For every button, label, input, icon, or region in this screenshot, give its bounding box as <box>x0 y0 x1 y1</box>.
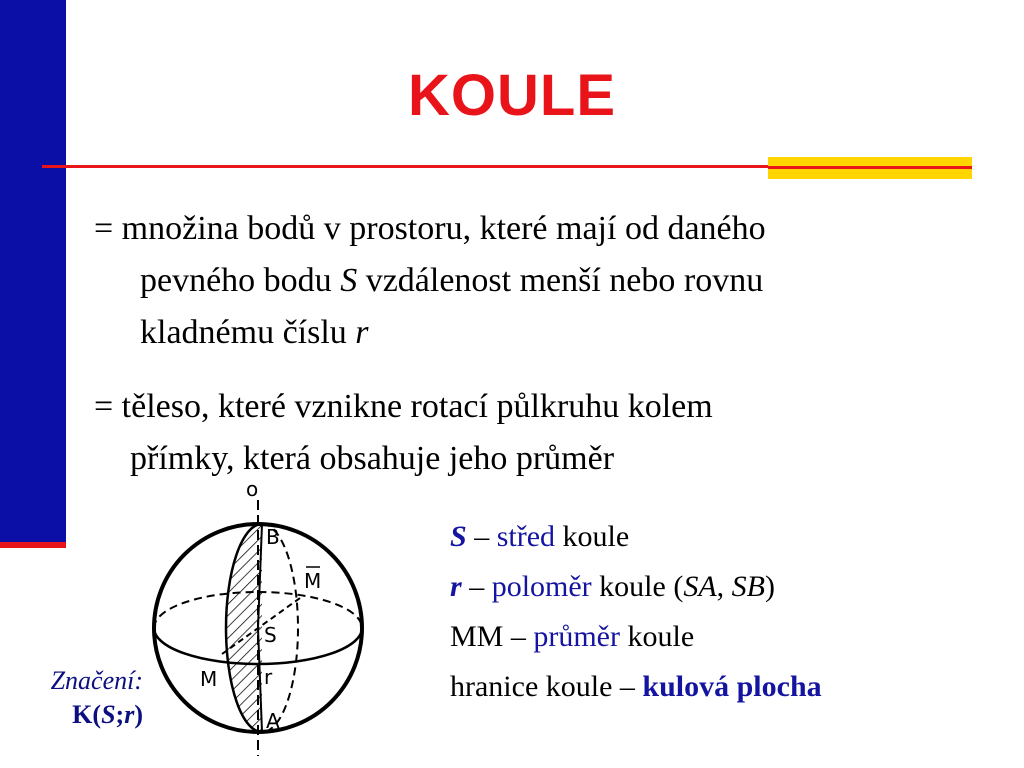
legend-radius <box>450 562 822 612</box>
notation <box>18 664 143 732</box>
legend-term-radius: poloměr <box>491 570 592 603</box>
label-m-top: M <box>304 569 322 593</box>
legend-text: hranice koule – <box>450 670 643 703</box>
definition-solid-line1: = těleso, které vznikne rotací půlkruhu kolem <box>94 388 713 425</box>
label-b: B <box>266 525 280 549</box>
notation-r: r <box>124 700 135 729</box>
slide-title: KOULE <box>408 63 616 128</box>
definition-set-line2 <box>94 255 1014 307</box>
legend-text: ) <box>764 570 775 603</box>
legend-dash: – <box>466 520 497 553</box>
legend-center <box>450 512 822 562</box>
definition-set <box>94 203 1014 359</box>
label-a: A <box>266 709 280 733</box>
definition-set-line1: = množina bodů v prostoru, které mají od daného <box>94 210 766 247</box>
legend-text: koule <box>620 620 695 653</box>
legend-term-center: střed <box>496 520 556 553</box>
symbol-s: S <box>340 262 358 299</box>
legend-diameter <box>450 612 822 662</box>
definition-text: pevného bodu <box>140 262 341 299</box>
symbol-r: r <box>355 314 369 351</box>
sidebar-red-bar <box>0 542 66 548</box>
label-s: S <box>264 623 277 647</box>
label-r: r <box>264 665 273 689</box>
label-o: o <box>246 478 259 501</box>
legend-term-diameter: průměr <box>533 620 620 653</box>
label-m: M <box>200 667 218 691</box>
legend-dash: – <box>461 570 492 603</box>
definition-text: kladnému číslu <box>140 314 356 351</box>
title-underline-yellow-accent <box>768 157 972 179</box>
sphere-figure <box>150 478 390 760</box>
legend-text: koule <box>555 520 630 553</box>
legend-sa: SA <box>683 570 717 603</box>
notation-s: S <box>101 700 116 729</box>
definition-solid-line2: přímky, která obsahuje jeho průměr <box>130 440 615 477</box>
notation-formula <box>18 698 143 732</box>
definition-set-line3 <box>94 307 1014 359</box>
notation-label: Značení: <box>50 666 143 695</box>
legend-text: koule ( <box>591 570 684 603</box>
legend-sb: SB <box>731 570 765 603</box>
legend-r-symbol: r <box>450 570 462 603</box>
legend <box>450 512 822 712</box>
legend-boundary <box>450 662 822 712</box>
legend-s-symbol: S <box>450 520 467 553</box>
notation-open: K( <box>72 700 102 729</box>
notation-close: ) <box>134 700 143 729</box>
legend-term-sphere-surface: kulová plocha <box>642 670 822 703</box>
legend-text: MM – <box>450 620 534 653</box>
definition-solid <box>94 381 1014 485</box>
notation-semicolon: ; <box>115 700 125 729</box>
legend-text: , <box>716 570 732 603</box>
sphere-diagram <box>150 478 390 760</box>
definition-text: vzdálenost menší nebo rovnu <box>357 262 764 299</box>
